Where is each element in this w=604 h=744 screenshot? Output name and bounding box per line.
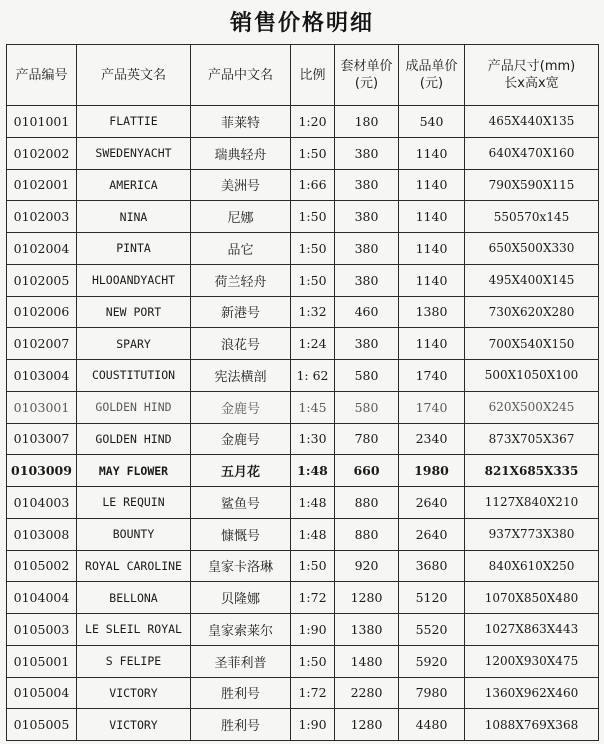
cell-dimensions: 790X590X115	[465, 169, 599, 201]
table-row	[7, 677, 599, 709]
cell-ratio: 1:50	[291, 645, 335, 677]
header-english-name: 产品英文名	[77, 45, 191, 106]
cell-english-name: GOLDEN HIND	[77, 423, 191, 455]
cell-dimensions: 550570x145	[465, 201, 599, 233]
cell-dimensions: 1200X930X475	[465, 645, 599, 677]
header-dimensions-line1: 产品尺寸(mm)	[487, 59, 576, 74]
table-row	[7, 550, 599, 582]
cell-chinese-name: 贝隆娜	[191, 582, 291, 614]
cell-kit-price: 380	[335, 264, 399, 296]
cell-finished-price: 2640	[399, 518, 465, 550]
cell-kit-price: 380	[335, 169, 399, 201]
cell-kit-price: 1380	[335, 614, 399, 646]
cell-chinese-name: 浪花号	[191, 328, 291, 360]
cell-kit-price: 580	[335, 391, 399, 423]
cell-english-name: FLATTIE	[77, 106, 191, 138]
header-ratio: 比例	[291, 45, 335, 106]
price-table	[6, 44, 599, 741]
table-row	[7, 645, 599, 677]
table-row	[7, 455, 599, 487]
table-row	[7, 360, 599, 392]
cell-english-name: BELLONA	[77, 582, 191, 614]
cell-finished-price: 5120	[399, 582, 465, 614]
cell-dimensions: 1027X863X443	[465, 614, 599, 646]
cell-english-name: HLOOANDYACHT	[77, 264, 191, 296]
cell-dimensions: 840X610X250	[465, 550, 599, 582]
cell-ratio: 1:48	[291, 455, 335, 487]
cell-dimensions: 1360X962X460	[465, 677, 599, 709]
header-code: 产品编号	[7, 45, 77, 106]
cell-finished-price: 3680	[399, 550, 465, 582]
cell-ratio: 1:90	[291, 614, 335, 646]
cell-kit-price: 1280	[335, 709, 399, 741]
cell-english-name: SPARY	[77, 328, 191, 360]
cell-ratio: 1:30	[291, 423, 335, 455]
cell-ratio: 1:90	[291, 709, 335, 741]
cell-dimensions: 730X620X280	[465, 296, 599, 328]
cell-dimensions: 1088X769X368	[465, 709, 599, 741]
header-finished-price	[399, 45, 465, 106]
cell-chinese-name: 胜利号	[191, 709, 291, 741]
cell-code: 0102006	[7, 296, 77, 328]
cell-kit-price: 380	[335, 137, 399, 169]
cell-finished-price: 1380	[399, 296, 465, 328]
cell-chinese-name: 皇家卡洛琳	[191, 550, 291, 582]
cell-ratio: 1:48	[291, 487, 335, 519]
cell-ratio: 1:50	[291, 550, 335, 582]
header-dimensions-line2: 长x高x宽	[504, 76, 559, 91]
cell-code: 0102003	[7, 201, 77, 233]
table-row	[7, 518, 599, 550]
header-finished-price-line1: 成品单价	[405, 59, 458, 74]
header-row	[7, 45, 599, 106]
cell-chinese-name: 圣菲利普	[191, 645, 291, 677]
cell-chinese-name: 品它	[191, 233, 291, 265]
cell-code: 0105005	[7, 709, 77, 741]
cell-dimensions: 700X540X150	[465, 328, 599, 360]
header-chinese-name: 产品中文名	[191, 45, 291, 106]
cell-english-name: GOLDEN HIND	[77, 391, 191, 423]
cell-kit-price: 2280	[335, 677, 399, 709]
cell-chinese-name: 五月花	[191, 455, 291, 487]
cell-dimensions: 500X1050X100	[465, 360, 599, 392]
cell-kit-price: 380	[335, 328, 399, 360]
table-row	[7, 233, 599, 265]
cell-dimensions: 650X500X330	[465, 233, 599, 265]
cell-finished-price: 4480	[399, 709, 465, 741]
cell-finished-price: 1980	[399, 455, 465, 487]
cell-chinese-name: 美洲号	[191, 169, 291, 201]
cell-finished-price: 1140	[399, 201, 465, 233]
cell-dimensions: 1070X850X480	[465, 582, 599, 614]
cell-kit-price: 1280	[335, 582, 399, 614]
cell-finished-price: 1740	[399, 360, 465, 392]
table-row	[7, 582, 599, 614]
cell-finished-price: 7980	[399, 677, 465, 709]
cell-ratio: 1:50	[291, 233, 335, 265]
cell-dimensions: 1127X840X210	[465, 487, 599, 519]
cell-code: 0105003	[7, 614, 77, 646]
cell-ratio: 1:20	[291, 106, 335, 138]
cell-english-name: S FELIPE	[77, 645, 191, 677]
cell-kit-price: 880	[335, 518, 399, 550]
cell-finished-price: 5920	[399, 645, 465, 677]
cell-code: 0104004	[7, 582, 77, 614]
cell-kit-price: 1480	[335, 645, 399, 677]
cell-finished-price: 2340	[399, 423, 465, 455]
header-kit-price-line1: 套材单价	[340, 59, 393, 74]
cell-ratio: 1:48	[291, 518, 335, 550]
cell-english-name: ROYAL CAROLINE	[77, 550, 191, 582]
cell-finished-price: 1140	[399, 169, 465, 201]
cell-chinese-name: 宪法横剖	[191, 360, 291, 392]
cell-kit-price: 780	[335, 423, 399, 455]
table-row	[7, 709, 599, 741]
table-row	[7, 614, 599, 646]
cell-english-name: LE SLEIL ROYAL	[77, 614, 191, 646]
cell-ratio: 1:50	[291, 201, 335, 233]
cell-ratio: 1:72	[291, 582, 335, 614]
table-row	[7, 106, 599, 138]
table-row	[7, 264, 599, 296]
cell-kit-price: 660	[335, 455, 399, 487]
cell-code: 0102005	[7, 264, 77, 296]
cell-chinese-name: 菲莱特	[191, 106, 291, 138]
cell-finished-price: 2640	[399, 487, 465, 519]
cell-dimensions: 821X685X335	[465, 455, 599, 487]
cell-code: 0102001	[7, 169, 77, 201]
cell-finished-price: 1740	[399, 391, 465, 423]
cell-ratio: 1:45	[291, 391, 335, 423]
cell-code: 0105004	[7, 677, 77, 709]
cell-code: 0105001	[7, 645, 77, 677]
header-kit-price-line2: (元)	[354, 76, 379, 91]
cell-english-name: COUSTITUTION	[77, 360, 191, 392]
cell-ratio: 1:72	[291, 677, 335, 709]
cell-code: 0102002	[7, 137, 77, 169]
cell-code: 0103004	[7, 360, 77, 392]
cell-code: 0102007	[7, 328, 77, 360]
cell-kit-price: 180	[335, 106, 399, 138]
cell-english-name: SWEDENYACHT	[77, 137, 191, 169]
cell-code: 0104003	[7, 487, 77, 519]
cell-finished-price: 1140	[399, 328, 465, 360]
header-finished-price-line2: (元)	[419, 76, 444, 91]
table-header	[7, 45, 599, 106]
table-row	[7, 487, 599, 519]
cell-finished-price: 540	[399, 106, 465, 138]
table-row	[7, 296, 599, 328]
cell-chinese-name: 尼娜	[191, 201, 291, 233]
cell-chinese-name: 瑞典轻舟	[191, 137, 291, 169]
header-kit-price	[335, 45, 399, 106]
cell-code: 0102004	[7, 233, 77, 265]
table-row	[7, 201, 599, 233]
cell-code: 0103001	[7, 391, 77, 423]
cell-kit-price: 580	[335, 360, 399, 392]
cell-english-name: BOUNTY	[77, 518, 191, 550]
cell-dimensions: 495X400X145	[465, 264, 599, 296]
cell-chinese-name: 慷慨号	[191, 518, 291, 550]
cell-dimensions: 620X500X245	[465, 391, 599, 423]
cell-chinese-name: 金鹿号	[191, 423, 291, 455]
cell-ratio: 1:32	[291, 296, 335, 328]
cell-english-name: VICTORY	[77, 709, 191, 741]
cell-english-name: NINA	[77, 201, 191, 233]
cell-kit-price: 920	[335, 550, 399, 582]
cell-chinese-name: 胜利号	[191, 677, 291, 709]
cell-ratio: 1:50	[291, 264, 335, 296]
cell-kit-price: 880	[335, 487, 399, 519]
cell-dimensions: 640X470X160	[465, 137, 599, 169]
table-row	[7, 423, 599, 455]
cell-code: 0105002	[7, 550, 77, 582]
cell-code: 0103007	[7, 423, 77, 455]
cell-chinese-name: 鲨鱼号	[191, 487, 291, 519]
cell-dimensions: 937X773X380	[465, 518, 599, 550]
cell-kit-price: 380	[335, 201, 399, 233]
cell-chinese-name: 新港号	[191, 296, 291, 328]
cell-chinese-name: 皇家索莱尔	[191, 614, 291, 646]
cell-finished-price: 1140	[399, 137, 465, 169]
cell-english-name: LE REQUIN	[77, 487, 191, 519]
cell-dimensions: 873X705X367	[465, 423, 599, 455]
cell-english-name: MAY FLOWER	[77, 455, 191, 487]
header-dimensions	[465, 45, 599, 106]
cell-dimensions: 465X440X135	[465, 106, 599, 138]
table-row	[7, 169, 599, 201]
cell-ratio: 1:66	[291, 169, 335, 201]
cell-english-name: PINTA	[77, 233, 191, 265]
table-row	[7, 328, 599, 360]
table-row	[7, 137, 599, 169]
cell-code: 0103008	[7, 518, 77, 550]
cell-kit-price: 380	[335, 233, 399, 265]
cell-ratio: 1: 62	[291, 360, 335, 392]
cell-chinese-name: 金鹿号	[191, 391, 291, 423]
cell-finished-price: 1140	[399, 264, 465, 296]
page-title: 销售价格明细	[229, 11, 374, 36]
cell-kit-price: 460	[335, 296, 399, 328]
cell-code: 0103009	[7, 455, 77, 487]
table-body	[7, 106, 599, 741]
cell-english-name: AMERICA	[77, 169, 191, 201]
cell-finished-price: 5520	[399, 614, 465, 646]
cell-code: 0101001	[7, 106, 77, 138]
cell-ratio: 1:50	[291, 137, 335, 169]
cell-finished-price: 1140	[399, 233, 465, 265]
cell-english-name: NEW PORT	[77, 296, 191, 328]
table-row	[7, 391, 599, 423]
cell-chinese-name: 荷兰轻舟	[191, 264, 291, 296]
cell-ratio: 1:24	[291, 328, 335, 360]
cell-english-name: VICTORY	[77, 677, 191, 709]
